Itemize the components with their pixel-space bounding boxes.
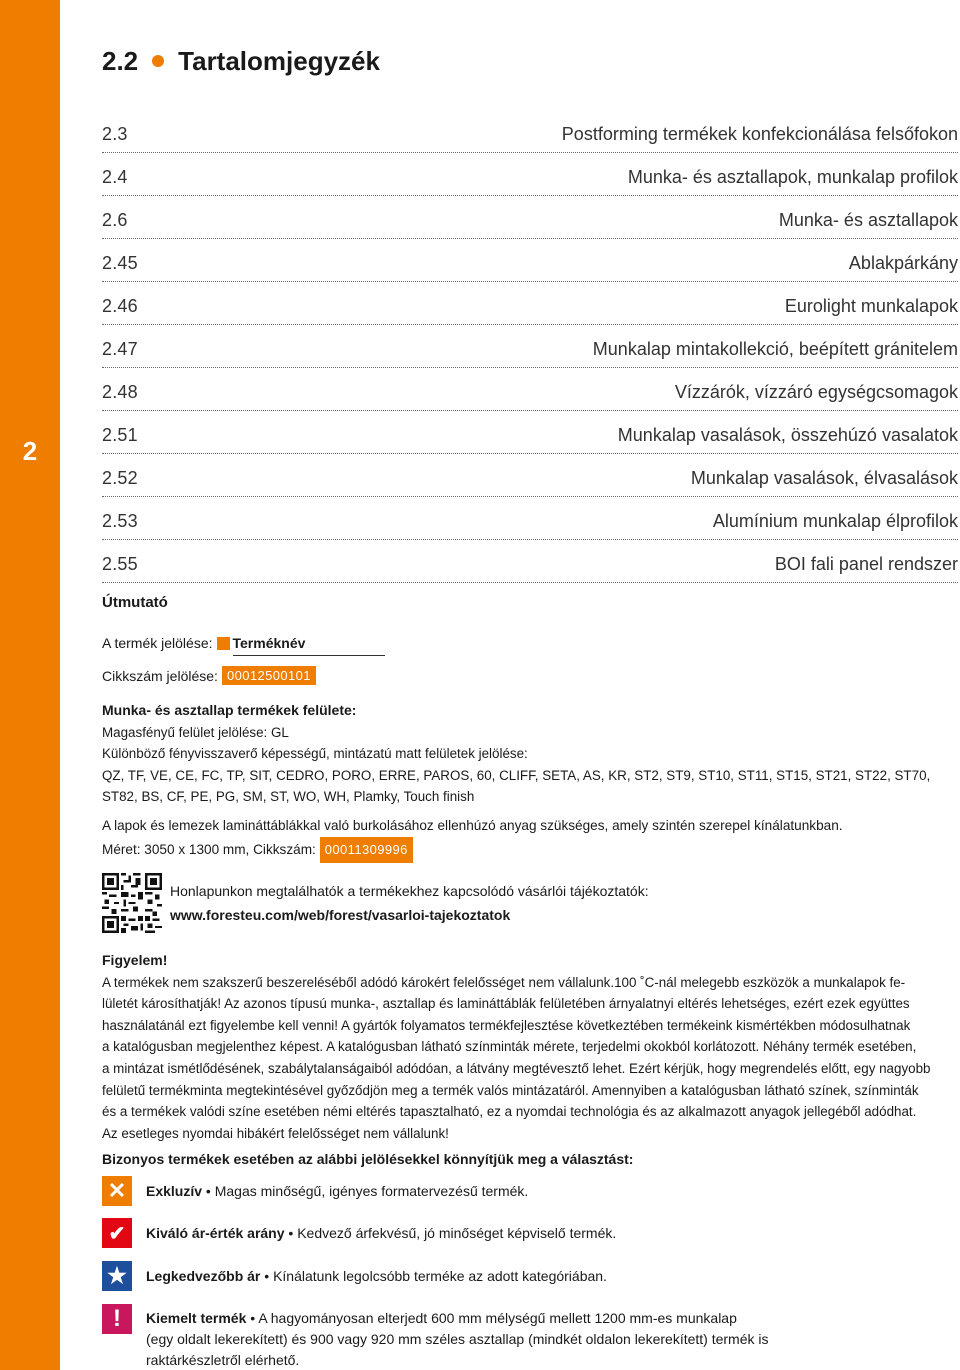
star-icon: ★: [102, 1261, 132, 1291]
badge-description: Kínálatunk legolcsóbb terméke az adott kategóriában.: [273, 1268, 607, 1284]
badges-title: Bizonyos termékek esetében az alábbi jelölésekkel könnyítjük meg a választást:: [102, 1151, 634, 1167]
heading-title: Tartalomjegyzék: [178, 45, 380, 76]
toc-row[interactable]: [102, 153, 958, 196]
sheets-text: A lapok és lemezek lamináttáblákkal való burkolásához ellenhúzó anyag szükséges, amely szintén szerepel kínálatunkban.: [102, 818, 843, 833]
sku-label-text: Cikkszám jelölése:: [102, 667, 218, 684]
toc-title: Munkalap mintakollekció, beépített gránitelem: [592, 339, 958, 359]
warning-line: felületű termékminta megtekintésével győződjön meg a termék valós mintázatáról. Amennyiben a katalógusban látható színek, színminták: [102, 1082, 919, 1098]
exclamation-icon: !: [102, 1304, 132, 1334]
toc-ref: 2.52: [102, 468, 138, 488]
badge-bullet: •: [250, 1310, 256, 1326]
toc-row[interactable]: [102, 196, 958, 239]
sheets-size-label: Méret: 3050 x 1300 mm, Cikkszám:: [102, 842, 316, 857]
sheets-size-line: [102, 837, 958, 863]
check-icon: ✔: [102, 1218, 132, 1248]
cross-icon: ✕: [102, 1176, 132, 1206]
toc-title: Munka- és asztallapok, munkalap profilok: [627, 167, 958, 187]
badge-name: Exkluzív: [146, 1183, 203, 1199]
badge-row-best-price: [102, 1261, 958, 1291]
qr-section: [102, 873, 958, 935]
toc-row[interactable]: [102, 540, 958, 583]
toc-ref: 2.45: [102, 253, 138, 273]
badge-row-featured: [102, 1304, 958, 1370]
surface-matt-label: Különböző fényvisszaverő képességű, mintázatú matt felületek jelölése:: [102, 746, 528, 761]
toc-row[interactable]: [102, 497, 958, 540]
warning-line: A termékek nem szakszerű beszereléséből adódó károkért felelősséget nem vállalunk.100 ˚C-nál melegebb eszközök a munkalapok fe-: [102, 974, 906, 990]
table-of-contents: [102, 110, 958, 583]
warning-line: és a termékek valódi színe esetében némi eltérés tapasztalható, ez a nyomdai technológia és az alkalmazott anyagok jellegéből adódhat.: [102, 1104, 917, 1120]
badge-description: raktárkészletről elérhető.: [146, 1352, 300, 1368]
badge-text: [146, 1181, 528, 1202]
badge-text: [146, 1223, 616, 1244]
surface-title: Munka- és asztallap termékek felülete:: [102, 702, 357, 718]
badge-name: Kiváló ár-érték arány: [146, 1225, 285, 1241]
toc-title: Postforming termékek konfekcionálása felsőfokon: [561, 124, 958, 144]
toc-title: Ablakpárkány: [848, 253, 958, 273]
chapter-side-tab: [0, 0, 60, 1370]
guide-title: Útmutató: [102, 594, 168, 611]
bullet-dot-icon: [152, 55, 164, 67]
badge-text: [146, 1266, 607, 1287]
warning-line: lületét károsíthatják! Az azonos típusú munka-, asztallap és lamináttáblák felületében árnyalatnyi eltérés lehetséges, ezért ezek együttes: [102, 996, 910, 1012]
toc-row[interactable]: [102, 454, 958, 497]
toc-row[interactable]: [102, 110, 958, 153]
qr-text-block: [170, 879, 649, 927]
sku-label-example: [102, 666, 316, 685]
sku-example-tag: 00012500101: [222, 666, 316, 685]
badge-description: (egy oldalt lekerekített) és 900 vagy 920 mm széles asztallap (mindkét oldalon lekerekített) termék is: [146, 1331, 769, 1347]
badge-name: Legkedvezőbb ár: [146, 1268, 261, 1284]
toc-row[interactable]: [102, 411, 958, 454]
toc-ref: 2.51: [102, 425, 138, 445]
sheets-sku-tag: 00011309996: [320, 837, 413, 863]
orange-square-icon: [217, 637, 230, 650]
heading-number: 2.2: [102, 45, 139, 76]
toc-title: Munkalap vasalások, élvasalások: [690, 468, 958, 488]
toc-ref: 2.53: [102, 511, 138, 531]
toc-title: Eurolight munkalapok: [784, 296, 958, 316]
toc-title: Munkalap vasalások, összehúzó vasalatok: [617, 425, 958, 445]
badge-description: A hagyományosan elterjedt 600 mm mélységű mellett 1200 mm-es munkalap: [258, 1310, 737, 1326]
toc-ref: 2.3: [102, 124, 128, 144]
warning-title: Figyelem!: [102, 952, 168, 968]
toc-row[interactable]: [102, 368, 958, 411]
badge-row-value: [102, 1218, 958, 1248]
chapter-number: 2: [22, 436, 38, 466]
guide-section: [102, 594, 958, 684]
badge-bullet: •: [288, 1225, 294, 1241]
toc-title: Munka- és asztallapok: [778, 210, 958, 230]
surface-section: [102, 700, 958, 808]
toc-ref: 2.48: [102, 382, 138, 402]
surface-matt-codes: ST82, BS, CF, PE, PG, SM, ST, WO, WH, Plamky, Touch finish: [102, 789, 475, 804]
toc-row[interactable]: [102, 239, 958, 282]
toc-ref: 2.6: [102, 210, 128, 230]
badge-text: [146, 1308, 769, 1370]
warning-line: a mintázat ismétlődésének, szabálytalanságaiból adódóan, a látvány megtévesztő lehet. Ezért kérjük, hogy megrendelés előtt, egy nagyobb: [102, 1060, 931, 1076]
product-label-text: A termék jelölése:: [102, 635, 213, 651]
warning-line: Az esetleges nyomdai hibákért felelősséget nem vállalunk!: [102, 1125, 449, 1141]
qr-description: Honlapunkon megtalálhatók a termékekhez kapcsolódó vásárlói tájékoztatók:: [170, 883, 649, 899]
toc-title: BOI fali panel rendszer: [774, 554, 958, 574]
badge-description: Kedvező árfekvésű, jó minőséget képviselő termék.: [297, 1225, 617, 1241]
toc-ref: 2.55: [102, 554, 138, 574]
warning-line: használatánál ezt figyelembe kell venni! A gyártók folyamatos termékfejlesztése következtében termékeink kismértékben módosulhatnak: [102, 1017, 911, 1033]
qr-code-icon[interactable]: [102, 873, 162, 933]
badge-bullet: •: [205, 1183, 211, 1199]
sheets-section: [102, 815, 958, 863]
toc-title: Vízzárók, vízzáró egységcsomagok: [674, 382, 958, 402]
badge-row-exclusive: [102, 1176, 958, 1206]
toc-ref: 2.46: [102, 296, 138, 316]
surface-gloss: Magasfényű felület jelölése: GL: [102, 724, 289, 740]
product-label-example: [102, 630, 385, 656]
toc-title: Alumínium munkalap élprofilok: [712, 511, 958, 531]
badge-description: Magas minőségű, igényes formatervezésű termék.: [214, 1183, 529, 1199]
toc-ref: 2.4: [102, 167, 128, 187]
toc-ref: 2.47: [102, 339, 138, 359]
surface-matt-codes: QZ, TF, VE, CE, FC, TP, SIT, CEDRO, PORO, ERRE, PAROS, 60, CLIFF, SETA, AS, KR, ST2, ST9, ST10, ST11, ST15, ST21, ST22, ST70,: [102, 767, 931, 783]
toc-row[interactable]: [102, 325, 958, 368]
toc-row[interactable]: [102, 282, 958, 325]
warning-section: [102, 950, 958, 1144]
badge-bullet: •: [264, 1268, 270, 1284]
badge-name: Kiemelt termék: [146, 1310, 247, 1326]
website-link[interactable]: www.foresteu.com/web/forest/vasarloi-tajekoztatok: [170, 907, 511, 923]
product-name-example: Terméknév: [233, 635, 386, 656]
page-heading: [102, 44, 380, 78]
warning-line: a katalógusban megjelenthez képest. A katalógusban látható színminták mérete, terjedelmi okokból korlátozott. Néhány termék esetében,: [102, 1039, 917, 1055]
